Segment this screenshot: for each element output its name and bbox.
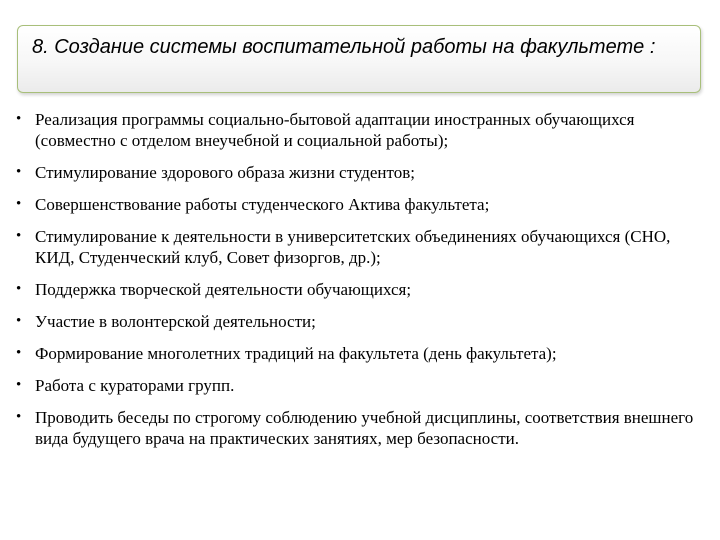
list-item-text: Участие в волонтерской деятельности; — [35, 312, 316, 331]
list-item-text: Стимулирование здорового образа жизни студентов; — [35, 163, 415, 182]
list-item — [16, 375, 706, 396]
list-item-text: Работа с кураторами групп. — [35, 376, 235, 395]
list-item — [16, 279, 706, 300]
bullet-icon: • — [16, 281, 22, 297]
list-item — [16, 194, 706, 215]
list-item — [16, 311, 706, 332]
bullet-icon: • — [16, 377, 22, 393]
list-item — [16, 109, 706, 151]
list-item-text: Реализация программы социально-бытовой адаптации иностранных обучающихся (совместно с отделом внеучебной и социальной работы); — [35, 110, 635, 150]
list-item-text: Поддержка творческой деятельности обучающихся; — [35, 280, 412, 299]
bullet-icon: • — [16, 409, 22, 425]
bullet-icon: • — [16, 196, 22, 212]
bullet-icon: • — [16, 228, 22, 244]
bullet-icon: • — [16, 345, 22, 361]
list-item-text: Совершенствование работы студенческого Актива факультета; — [35, 195, 490, 214]
slide-title: 8. Создание системы воспитательной работы на факультете : — [32, 36, 656, 58]
list-item — [16, 162, 706, 183]
list-item-text: Стимулирование к деятельности в университетских объединениях обучающихся (СНО, КИД, Студенческий клуб, Совет физоргов, др.); — [35, 227, 671, 267]
list-item — [16, 226, 706, 268]
bullet-icon: • — [16, 111, 22, 127]
bullet-icon: • — [16, 313, 22, 329]
bullet-icon: • — [16, 164, 22, 180]
title-box — [17, 25, 701, 93]
list-item-text: Формирование многолетних традиций на факультета (день факультета); — [35, 344, 557, 363]
list-item — [16, 343, 706, 364]
bullet-list — [16, 109, 706, 460]
list-item-text: Проводить беседы по строгому соблюдению учебной дисциплины, соответствия внешнего вида будущего врача на практических занятиях, мер безопасности. — [35, 408, 694, 448]
list-item — [16, 407, 706, 449]
